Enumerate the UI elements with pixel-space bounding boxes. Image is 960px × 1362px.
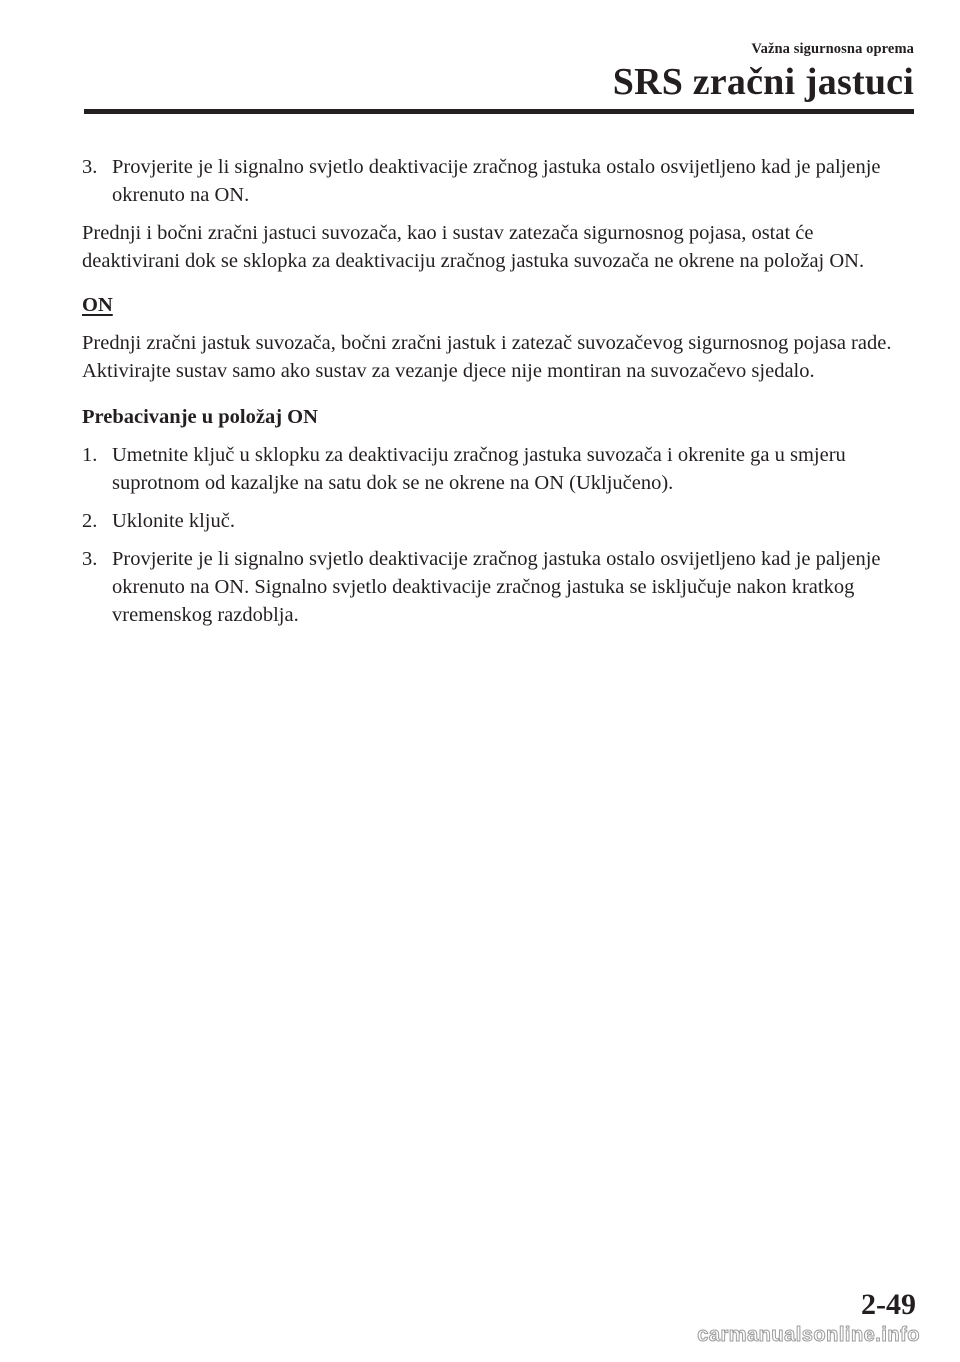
- step-text: Umetnite ključ u sklopku za deaktivaciju zračnog jastuka suvozača i okrenite ga u smjeru suprotnom od kazaljke na satu dok se ne okrene na ON (Uključeno).: [112, 444, 846, 494]
- page-number: 2-49: [861, 1288, 916, 1321]
- subheading-switch-on: Prebacivanje u položaj ON: [82, 406, 318, 428]
- list-item: [82, 545, 902, 629]
- step-number: 3.: [82, 548, 98, 570]
- step-number: 3.: [82, 156, 98, 178]
- page-title: SRS zračni jastuci: [612, 61, 914, 103]
- list-item: [82, 441, 902, 497]
- paragraph: Prednji zračni jastuk suvozača, bočni zračni jastuk i zatezač suvozačevog sigurnosnog pojasa rade. Aktivirajte sustav samo ako sustav za vezanje djece nije montiran na suvozačevo sjedalo.: [82, 332, 892, 382]
- step-text: Provjerite je li signalno svjetlo deaktivacije zračnog jastuka ostalo osvijetljeno kad je paljenje okrenuto na ON.: [112, 156, 881, 206]
- subheading-on: ON: [82, 294, 113, 316]
- watermark-text: carmanualsonline.info: [697, 1324, 920, 1346]
- document-body: [82, 153, 902, 639]
- step-number: 1.: [82, 444, 98, 466]
- paragraph: Prednji i bočni zračni jastuci suvozača, kao i sustav zatezača sigurnosnog pojasa, ostat će deaktivirani dok se sklopka za deaktivaciju zračnog jastuka suvozača ne okrene na položaj ON.: [82, 222, 865, 272]
- header-divider: [84, 109, 914, 114]
- step-text: Uklonite ključ.: [112, 510, 235, 532]
- step-text: Provjerite je li signalno svjetlo deaktivacije zračnog jastuka ostalo osvijetljeno kad je paljenje okrenuto na ON. Signalno svjetlo deaktivacije zračnog jastuka se isključuje nakon kratkog vremenskog razdoblja.: [112, 548, 881, 626]
- list-item: [82, 153, 902, 209]
- list-item: [82, 507, 902, 535]
- section-title: Važna sigurnosna oprema: [751, 41, 914, 57]
- step-number: 2.: [82, 510, 98, 532]
